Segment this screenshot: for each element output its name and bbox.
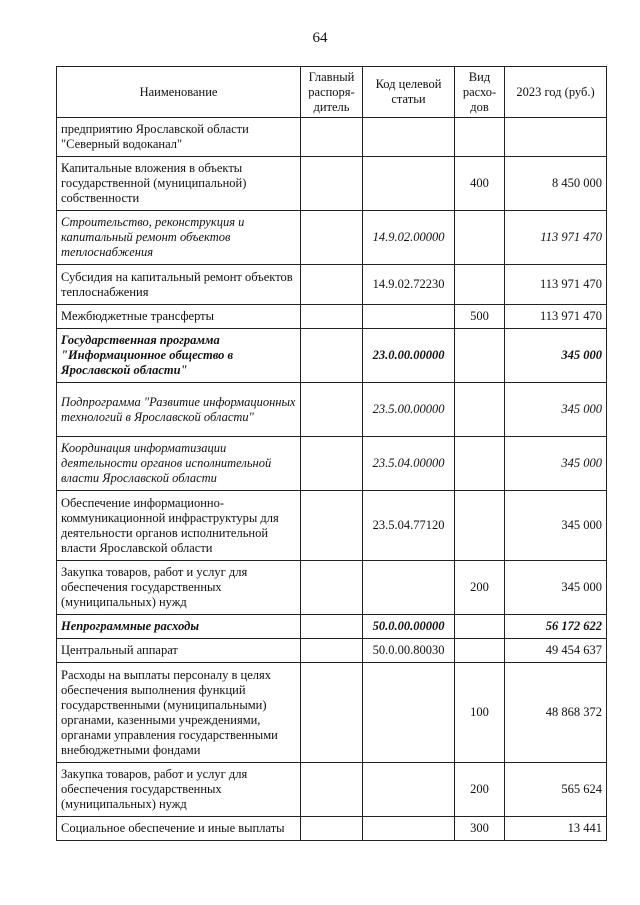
row-vid: 100 xyxy=(455,663,505,763)
table-row xyxy=(57,615,607,639)
row-amount: 345 000 xyxy=(505,329,607,383)
header-vid: Вид расхо-дов xyxy=(455,67,505,118)
table-row xyxy=(57,211,607,265)
row-vid xyxy=(455,211,505,265)
header-chief: Главный распоря-дитель xyxy=(301,67,363,118)
row-name: Государственная программа "Информационное общество в Ярославской области" xyxy=(57,329,301,383)
row-code: 23.5.04.00000 xyxy=(363,437,455,491)
row-chief xyxy=(301,639,363,663)
row-vid: 400 xyxy=(455,157,505,211)
row-amount: 49 454 637 xyxy=(505,639,607,663)
row-code: 50.0.00.00000 xyxy=(363,615,455,639)
table-row xyxy=(57,491,607,561)
row-amount: 56 172 622 xyxy=(505,615,607,639)
row-vid xyxy=(455,615,505,639)
row-amount: 48 868 372 xyxy=(505,663,607,763)
row-vid xyxy=(455,118,505,157)
row-name: Непрограммные расходы xyxy=(57,615,301,639)
row-chief xyxy=(301,763,363,817)
row-name: Межбюджетные трансферты xyxy=(57,305,301,329)
row-name: предприятию Ярославской области "Северный водоканал" xyxy=(57,118,301,157)
table-row xyxy=(57,329,607,383)
row-vid xyxy=(455,639,505,663)
row-code xyxy=(363,118,455,157)
row-chief xyxy=(301,817,363,841)
row-code xyxy=(363,817,455,841)
row-chief xyxy=(301,265,363,305)
row-code xyxy=(363,763,455,817)
row-amount: 345 000 xyxy=(505,383,607,437)
row-chief xyxy=(301,491,363,561)
table-row xyxy=(57,305,607,329)
row-code xyxy=(363,663,455,763)
row-chief xyxy=(301,383,363,437)
row-name: Центральный аппарат xyxy=(57,639,301,663)
row-amount xyxy=(505,118,607,157)
row-vid xyxy=(455,491,505,561)
table-row xyxy=(57,437,607,491)
row-amount: 565 624 xyxy=(505,763,607,817)
row-vid xyxy=(455,265,505,305)
row-vid: 300 xyxy=(455,817,505,841)
row-vid: 200 xyxy=(455,763,505,817)
table-row xyxy=(57,383,607,437)
row-code: 23.0.00.00000 xyxy=(363,329,455,383)
header-name: Наименование xyxy=(57,67,301,118)
row-amount: 113 971 470 xyxy=(505,265,607,305)
row-vid: 500 xyxy=(455,305,505,329)
row-code: 50.0.00.80030 xyxy=(363,639,455,663)
table-row xyxy=(57,157,607,211)
row-chief xyxy=(301,561,363,615)
row-chief xyxy=(301,663,363,763)
row-vid xyxy=(455,383,505,437)
row-code: 14.9.02.00000 xyxy=(363,211,455,265)
table-row xyxy=(57,639,607,663)
row-name: Строительство, реконструкция и капитальный ремонт объектов теплоснабжения xyxy=(57,211,301,265)
row-name: Расходы на выплаты персоналу в целях обеспечения выполнения функций государственными (муниципальными) органами, казенными учреждениями, органами управления государственными внебюджетными фондами xyxy=(57,663,301,763)
row-amount: 345 000 xyxy=(505,491,607,561)
row-code: 23.5.04.77120 xyxy=(363,491,455,561)
row-amount: 113 971 470 xyxy=(505,211,607,265)
row-chief xyxy=(301,157,363,211)
table-row xyxy=(57,817,607,841)
row-name: Социальное обеспечение и иные выплаты xyxy=(57,817,301,841)
row-name: Обеспечение информационно-коммуникационной инфраструктуры для деятельности органов исполнительной власти Ярославской области xyxy=(57,491,301,561)
row-code: 23.5.00.00000 xyxy=(363,383,455,437)
row-chief xyxy=(301,305,363,329)
row-name: Субсидия на капитальный ремонт объектов теплоснабжения xyxy=(57,265,301,305)
table-row xyxy=(57,118,607,157)
row-name: Подпрограмма "Развитие информационных технологий в Ярославской области" xyxy=(57,383,301,437)
table-header-row xyxy=(57,67,607,118)
row-chief xyxy=(301,329,363,383)
page-number: 64 xyxy=(312,30,328,46)
row-vid xyxy=(455,437,505,491)
row-name: Координация информатизации деятельности органов исполнительной власти Ярославской области xyxy=(57,437,301,491)
row-amount: 345 000 xyxy=(505,561,607,615)
row-amount: 345 000 xyxy=(505,437,607,491)
budget-table xyxy=(56,66,607,841)
row-code: 14.9.02.72230 xyxy=(363,265,455,305)
header-code: Код целевой статьи xyxy=(363,67,455,118)
row-amount: 8 450 000 xyxy=(505,157,607,211)
row-chief xyxy=(301,437,363,491)
row-chief xyxy=(301,615,363,639)
table-row xyxy=(57,663,607,763)
row-amount: 13 441 xyxy=(505,817,607,841)
row-vid: 200 xyxy=(455,561,505,615)
row-code xyxy=(363,561,455,615)
row-code xyxy=(363,305,455,329)
row-vid xyxy=(455,329,505,383)
table-row xyxy=(57,763,607,817)
header-amount: 2023 год (руб.) xyxy=(505,67,607,118)
row-name: Капитальные вложения в объекты государственной (муниципальной) собственности xyxy=(57,157,301,211)
row-name: Закупка товаров, работ и услуг для обеспечения государственных (муниципальных) нужд xyxy=(57,763,301,817)
row-name: Закупка товаров, работ и услуг для обеспечения государственных (муниципальных) нужд xyxy=(57,561,301,615)
row-chief xyxy=(301,118,363,157)
row-code xyxy=(363,157,455,211)
table-row xyxy=(57,561,607,615)
row-amount: 113 971 470 xyxy=(505,305,607,329)
row-chief xyxy=(301,211,363,265)
table-row xyxy=(57,265,607,305)
